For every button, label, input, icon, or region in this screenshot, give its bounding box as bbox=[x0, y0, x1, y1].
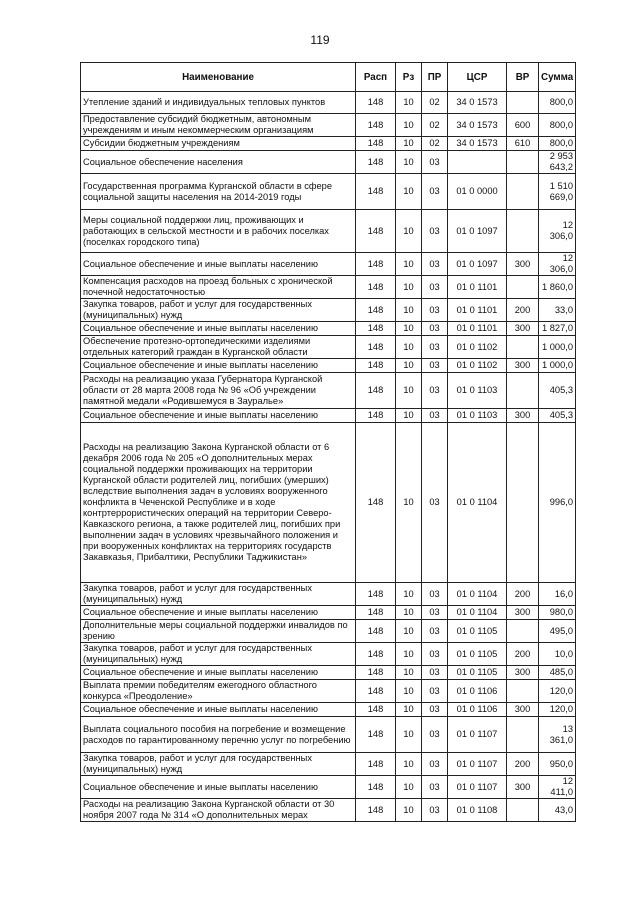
cell-sum: 800,0 bbox=[539, 137, 576, 151]
cell-rz: 10 bbox=[396, 583, 422, 606]
cell-pr: 03 bbox=[422, 322, 448, 336]
cell-rasp: 148 bbox=[356, 717, 396, 753]
cell-csr: 01 0 1104 bbox=[448, 606, 507, 620]
cell-vr: 300 bbox=[507, 666, 539, 680]
cell-sum: 2 953 643,2 bbox=[539, 151, 576, 174]
cell-rasp: 148 bbox=[356, 606, 396, 620]
cell-pr: 03 bbox=[422, 409, 448, 423]
cell-csr: 01 0 1101 bbox=[448, 276, 507, 299]
cell-sum: 12 306,0 bbox=[539, 210, 576, 253]
table-row bbox=[81, 253, 576, 276]
cell-vr: 200 bbox=[507, 299, 539, 322]
cell-name: Предоставление субсидий бюджетным, автономным учреждениям и иным некоммерческим организациям bbox=[81, 114, 356, 137]
cell-csr: 01 0 1097 bbox=[448, 253, 507, 276]
cell-sum: 950,0 bbox=[539, 753, 576, 776]
table-row bbox=[81, 643, 576, 666]
cell-rz: 10 bbox=[396, 680, 422, 703]
cell-sum: 1 000,0 bbox=[539, 336, 576, 359]
cell-pr: 03 bbox=[422, 253, 448, 276]
cell-rasp: 148 bbox=[356, 253, 396, 276]
cell-csr: 01 0 1105 bbox=[448, 643, 507, 666]
cell-rz: 10 bbox=[396, 359, 422, 373]
cell-rz: 10 bbox=[396, 114, 422, 137]
cell-vr: 300 bbox=[507, 359, 539, 373]
cell-sum: 1 510 669,0 bbox=[539, 174, 576, 210]
cell-vr: 610 bbox=[507, 137, 539, 151]
cell-rasp: 148 bbox=[356, 92, 396, 114]
cell-csr: 01 0 1101 bbox=[448, 322, 507, 336]
table-row bbox=[81, 409, 576, 423]
cell-name: Дополнительные меры социальной поддержки инвалидов по зрению bbox=[81, 620, 356, 643]
cell-rz: 10 bbox=[396, 299, 422, 322]
cell-pr: 03 bbox=[422, 423, 448, 583]
cell-rz: 10 bbox=[396, 276, 422, 299]
cell-rz: 10 bbox=[396, 322, 422, 336]
cell-name: Социальное обеспечение и иные выплаты населению bbox=[81, 253, 356, 276]
cell-rz: 10 bbox=[396, 151, 422, 174]
cell-rasp: 148 bbox=[356, 799, 396, 822]
cell-vr bbox=[507, 717, 539, 753]
cell-name: Закупка товаров, работ и услуг для государственных (муниципальных) нужд bbox=[81, 583, 356, 606]
cell-name: Закупка товаров, работ и услуг для государственных (муниципальных) нужд bbox=[81, 643, 356, 666]
cell-name: Выплата социального пособия на погребение и возмещение расходов по гарантированному перечню услуг по погребению bbox=[81, 717, 356, 753]
cell-rz: 10 bbox=[396, 606, 422, 620]
cell-rz: 10 bbox=[396, 210, 422, 253]
table-row bbox=[81, 336, 576, 359]
table-row bbox=[81, 666, 576, 680]
cell-sum: 800,0 bbox=[539, 114, 576, 137]
cell-name: Социальное обеспечение населения bbox=[81, 151, 356, 174]
table-row bbox=[81, 322, 576, 336]
cell-rasp: 148 bbox=[356, 174, 396, 210]
cell-vr: 300 bbox=[507, 703, 539, 717]
table-row bbox=[81, 776, 576, 799]
cell-vr: 200 bbox=[507, 753, 539, 776]
cell-rasp: 148 bbox=[356, 680, 396, 703]
cell-sum: 16,0 bbox=[539, 583, 576, 606]
cell-rasp: 148 bbox=[356, 276, 396, 299]
cell-csr: 34 0 1573 bbox=[448, 137, 507, 151]
cell-rasp: 148 bbox=[356, 666, 396, 680]
cell-csr: 01 0 1103 bbox=[448, 373, 507, 409]
cell-name: Выплата премии победителям ежегодного областного конкурса «Преодоление» bbox=[81, 680, 356, 703]
table-row bbox=[81, 717, 576, 753]
column-header-rasp: Расп bbox=[356, 63, 396, 92]
cell-name: Расходы на реализацию указа Губернатора Курганской области от 28 марта 2008 года № 96 «Об учреждении памятной медали «Родившемуся в Зауралье» bbox=[81, 373, 356, 409]
cell-rasp: 148 bbox=[356, 776, 396, 799]
column-header-csr: ЦСР bbox=[448, 63, 507, 92]
cell-name: Расходы на реализацию Закона Курганской области от 30 ноября 2007 года № 314 «О дополнительных мерах bbox=[81, 799, 356, 822]
cell-pr: 02 bbox=[422, 114, 448, 137]
cell-rz: 10 bbox=[396, 423, 422, 583]
cell-vr bbox=[507, 276, 539, 299]
cell-rasp: 148 bbox=[356, 753, 396, 776]
cell-csr: 01 0 1105 bbox=[448, 666, 507, 680]
cell-rasp: 148 bbox=[356, 423, 396, 583]
cell-csr: 34 0 1573 bbox=[448, 92, 507, 114]
cell-csr: 01 0 1105 bbox=[448, 620, 507, 643]
cell-rz: 10 bbox=[396, 92, 422, 114]
cell-pr: 03 bbox=[422, 717, 448, 753]
table-row bbox=[81, 799, 576, 822]
cell-name: Социальное обеспечение и иные выплаты населению bbox=[81, 776, 356, 799]
table-row bbox=[81, 606, 576, 620]
cell-sum: 495,0 bbox=[539, 620, 576, 643]
cell-sum: 120,0 bbox=[539, 680, 576, 703]
cell-pr: 03 bbox=[422, 606, 448, 620]
cell-pr: 03 bbox=[422, 799, 448, 822]
cell-name: Государственная программа Курганской области в сфере социальной защиты населения на 2014-2019 годы bbox=[81, 174, 356, 210]
cell-rasp: 148 bbox=[356, 373, 396, 409]
cell-sum: 12 306,0 bbox=[539, 253, 576, 276]
table-row bbox=[81, 92, 576, 114]
budget-table bbox=[80, 62, 576, 822]
cell-rz: 10 bbox=[396, 799, 422, 822]
cell-rasp: 148 bbox=[356, 409, 396, 423]
cell-name: Социальное обеспечение и иные выплаты населению bbox=[81, 409, 356, 423]
cell-sum: 405,3 bbox=[539, 373, 576, 409]
cell-rz: 10 bbox=[396, 137, 422, 151]
cell-vr bbox=[507, 174, 539, 210]
table-row bbox=[81, 114, 576, 137]
cell-sum: 996,0 bbox=[539, 423, 576, 583]
cell-vr bbox=[507, 423, 539, 583]
cell-pr: 03 bbox=[422, 276, 448, 299]
table-row bbox=[81, 151, 576, 174]
cell-name: Социальное обеспечение и иные выплаты населению bbox=[81, 703, 356, 717]
cell-vr bbox=[507, 680, 539, 703]
cell-vr: 300 bbox=[507, 322, 539, 336]
cell-rasp: 148 bbox=[356, 359, 396, 373]
cell-csr: 01 0 1104 bbox=[448, 583, 507, 606]
cell-vr bbox=[507, 620, 539, 643]
cell-sum: 1 000,0 bbox=[539, 359, 576, 373]
cell-vr: 300 bbox=[507, 409, 539, 423]
cell-sum: 980,0 bbox=[539, 606, 576, 620]
cell-pr: 03 bbox=[422, 680, 448, 703]
cell-vr bbox=[507, 151, 539, 174]
cell-pr: 02 bbox=[422, 92, 448, 114]
cell-rz: 10 bbox=[396, 776, 422, 799]
cell-csr: 01 0 1106 bbox=[448, 680, 507, 703]
column-header-sum: Сумма bbox=[539, 63, 576, 92]
cell-name: Обеспечение протезно-ортопедическими изделиями отдельных категорий граждан в Курганской области bbox=[81, 336, 356, 359]
cell-vr bbox=[507, 336, 539, 359]
cell-rz: 10 bbox=[396, 717, 422, 753]
cell-sum: 43,0 bbox=[539, 799, 576, 822]
cell-csr: 01 0 1103 bbox=[448, 409, 507, 423]
table-row bbox=[81, 703, 576, 717]
cell-rz: 10 bbox=[396, 666, 422, 680]
cell-vr: 300 bbox=[507, 606, 539, 620]
cell-csr: 01 0 1108 bbox=[448, 799, 507, 822]
cell-pr: 03 bbox=[422, 703, 448, 717]
cell-rasp: 148 bbox=[356, 336, 396, 359]
cell-vr bbox=[507, 373, 539, 409]
cell-rz: 10 bbox=[396, 643, 422, 666]
cell-pr: 03 bbox=[422, 776, 448, 799]
cell-name: Социальное обеспечение и иные выплаты населению bbox=[81, 606, 356, 620]
cell-pr: 03 bbox=[422, 174, 448, 210]
cell-csr: 34 0 1573 bbox=[448, 114, 507, 137]
cell-sum: 1 860,0 bbox=[539, 276, 576, 299]
table-row bbox=[81, 276, 576, 299]
column-header-name: Наименование bbox=[81, 63, 356, 92]
cell-rz: 10 bbox=[396, 620, 422, 643]
cell-pr: 03 bbox=[422, 359, 448, 373]
cell-csr: 01 0 1106 bbox=[448, 703, 507, 717]
cell-pr: 03 bbox=[422, 373, 448, 409]
table-row bbox=[81, 210, 576, 253]
table-row bbox=[81, 423, 576, 583]
cell-csr: 01 0 1107 bbox=[448, 776, 507, 799]
cell-csr: 01 0 1097 bbox=[448, 210, 507, 253]
table-row bbox=[81, 299, 576, 322]
cell-name: Расходы на реализацию Закона Курганской области от 6 декабря 2006 года № 205 «О дополнительных мерах социальной поддержки проживающих на территории Курганской области родителей лиц, погибших (умерших) вследствие выполнения задач в условиях вооруженного конфликта в Чеченской Республике и в ходе контртеррористических операций на территории Северо-Кавказского региона, а также родителей лиц, погибших при выполнении задач в условиях чрезвычайного положения и при вооруженных конфликтах на территориях государств Закавказья, Прибалтики, Республики Таджикистан» bbox=[81, 423, 356, 583]
column-header-pr: ПР bbox=[422, 63, 448, 92]
cell-csr: 01 0 1102 bbox=[448, 359, 507, 373]
cell-vr: 200 bbox=[507, 643, 539, 666]
cell-rasp: 148 bbox=[356, 703, 396, 717]
cell-rasp: 148 bbox=[356, 322, 396, 336]
cell-vr bbox=[507, 210, 539, 253]
cell-name: Компенсация расходов на проезд больных с хронической почечной недостаточностью bbox=[81, 276, 356, 299]
cell-pr: 03 bbox=[422, 336, 448, 359]
table-row bbox=[81, 620, 576, 643]
table-row bbox=[81, 583, 576, 606]
cell-csr: 01 0 1107 bbox=[448, 753, 507, 776]
cell-name: Меры социальной поддержки лиц, проживающих и работающих в сельской местности и в рабочих поселках (поселках городского типа) bbox=[81, 210, 356, 253]
table-header-row bbox=[81, 63, 576, 92]
cell-name: Закупка товаров, работ и услуг для государственных (муниципальных) нужд bbox=[81, 299, 356, 322]
cell-name: Социальное обеспечение и иные выплаты населению bbox=[81, 322, 356, 336]
cell-rasp: 148 bbox=[356, 299, 396, 322]
cell-rz: 10 bbox=[396, 174, 422, 210]
cell-rasp: 148 bbox=[356, 137, 396, 151]
cell-rasp: 148 bbox=[356, 583, 396, 606]
cell-name: Социальное обеспечение и иные выплаты населению bbox=[81, 359, 356, 373]
table-body bbox=[81, 92, 576, 822]
cell-name: Утепление зданий и индивидуальных тепловых пунктов bbox=[81, 92, 356, 114]
cell-rz: 10 bbox=[396, 253, 422, 276]
page-number: 119 bbox=[310, 33, 330, 47]
cell-csr bbox=[448, 151, 507, 174]
cell-csr: 01 0 1107 bbox=[448, 717, 507, 753]
cell-csr: 01 0 1101 bbox=[448, 299, 507, 322]
table-row bbox=[81, 359, 576, 373]
cell-vr: 300 bbox=[507, 253, 539, 276]
cell-pr: 03 bbox=[422, 666, 448, 680]
cell-vr: 300 bbox=[507, 776, 539, 799]
cell-sum: 120,0 bbox=[539, 703, 576, 717]
cell-sum: 800,0 bbox=[539, 92, 576, 114]
cell-name: Социальное обеспечение и иные выплаты населению bbox=[81, 666, 356, 680]
cell-vr bbox=[507, 799, 539, 822]
column-header-rz: Рз bbox=[396, 63, 422, 92]
cell-sum: 405,3 bbox=[539, 409, 576, 423]
cell-rasp: 148 bbox=[356, 151, 396, 174]
table-row bbox=[81, 753, 576, 776]
cell-sum: 1 827,0 bbox=[539, 322, 576, 336]
table-row bbox=[81, 680, 576, 703]
cell-rz: 10 bbox=[396, 703, 422, 717]
cell-sum: 13 361,0 bbox=[539, 717, 576, 753]
cell-rasp: 148 bbox=[356, 114, 396, 137]
cell-pr: 03 bbox=[422, 620, 448, 643]
cell-pr: 03 bbox=[422, 643, 448, 666]
table-row bbox=[81, 174, 576, 210]
cell-csr: 01 0 1102 bbox=[448, 336, 507, 359]
cell-csr: 01 0 1104 bbox=[448, 423, 507, 583]
cell-sum: 485,0 bbox=[539, 666, 576, 680]
cell-vr bbox=[507, 92, 539, 114]
column-header-vr: ВР bbox=[507, 63, 539, 92]
cell-pr: 03 bbox=[422, 299, 448, 322]
cell-pr: 02 bbox=[422, 137, 448, 151]
cell-pr: 03 bbox=[422, 151, 448, 174]
cell-rz: 10 bbox=[396, 336, 422, 359]
cell-vr: 600 bbox=[507, 114, 539, 137]
cell-sum: 10,0 bbox=[539, 643, 576, 666]
cell-rasp: 148 bbox=[356, 210, 396, 253]
table-row bbox=[81, 373, 576, 409]
cell-rz: 10 bbox=[396, 373, 422, 409]
cell-csr: 01 0 0000 bbox=[448, 174, 507, 210]
cell-sum: 33,0 bbox=[539, 299, 576, 322]
cell-name: Закупка товаров, работ и услуг для государственных (муниципальных) нужд bbox=[81, 753, 356, 776]
cell-pr: 03 bbox=[422, 210, 448, 253]
cell-sum: 12 411,0 bbox=[539, 776, 576, 799]
cell-rz: 10 bbox=[396, 409, 422, 423]
cell-name: Субсидии бюджетным учреждениям bbox=[81, 137, 356, 151]
cell-vr: 200 bbox=[507, 583, 539, 606]
table-row bbox=[81, 137, 576, 151]
cell-pr: 03 bbox=[422, 583, 448, 606]
cell-rasp: 148 bbox=[356, 643, 396, 666]
cell-rz: 10 bbox=[396, 753, 422, 776]
cell-rasp: 148 bbox=[356, 620, 396, 643]
cell-pr: 03 bbox=[422, 753, 448, 776]
